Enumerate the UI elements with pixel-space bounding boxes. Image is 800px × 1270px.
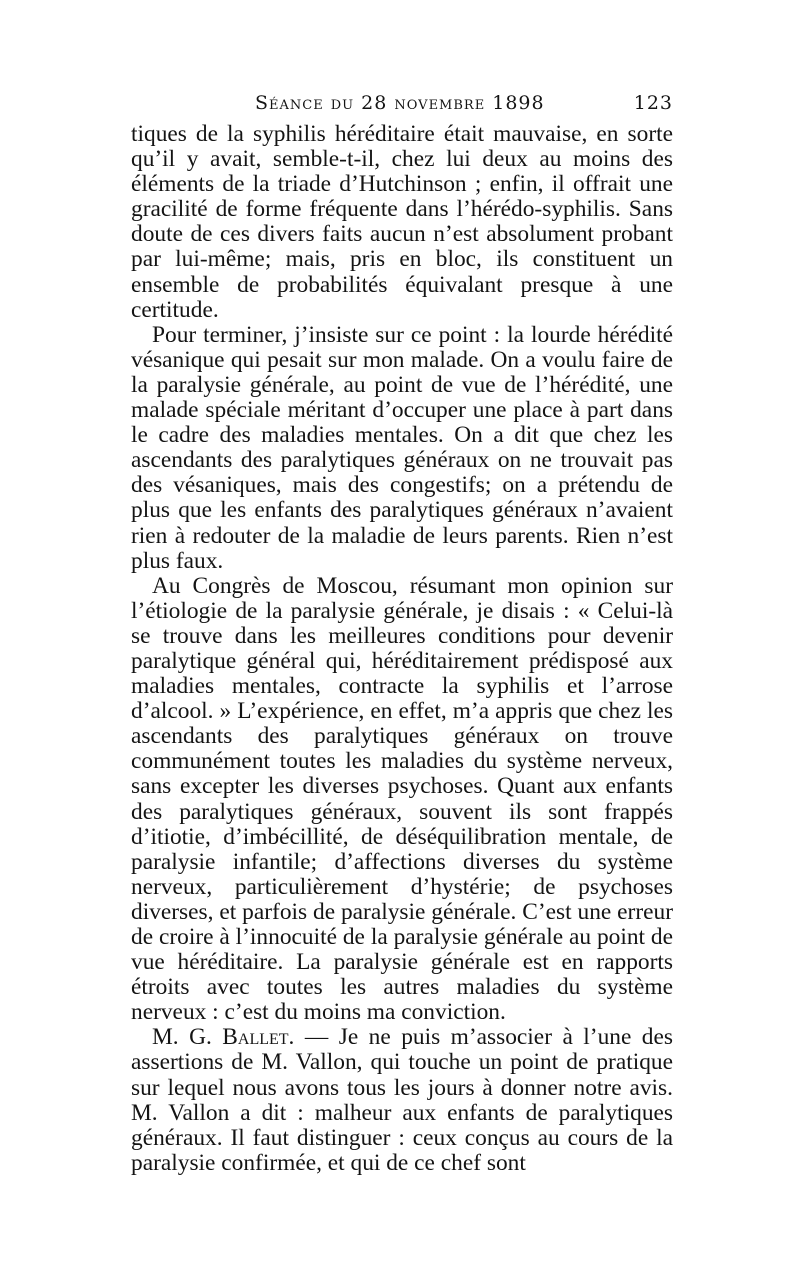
book-page (131, 88, 673, 1176)
body-text (131, 122, 673, 1176)
paragraph-4 (131, 1025, 673, 1176)
paragraph-3: Au Congrès de Moscou, résumant mon opinion sur l’étiologie de la paralysie générale, je disais : « Celui-là se trouve dans les meilleures conditions pour devenir paralytique général qui, héréditairement prédisposé aux maladies mentales, contracte la syphilis et l’arrose d’alcool. » L’expérience, en effet, m’a appris que chez les ascendants des paralytiques généraux on trouve communément toutes les maladies du système nerveux, sans excepter les diverses psychoses. Quant aux enfants des paralytiques généraux, souvent ils sont frappés d’itiotie, d’imbécillité, de déséquilibration mentale, de paralysie infantile; d’affections diverses du système nerveux, particulièrement d’hystérie; de psychoses diverses, et parfois de paralysie générale. C’est une erreur de croire à l’innocuité de la paralysie générale au point de vue héréditaire. La paralysie générale est en rapports étroits avec toutes les autres maladies du système nerveux : c’est du moins ma conviction. (131, 572, 673, 1026)
paragraph-2: Pour terminer, j’insiste sur ce point : la lourde hérédité vésanique qui pesait sur mon malade. On a voulu faire de la paralysie générale, au point de vue de l’hérédité, une malade spéciale méritant d’occuper une place à part dans le cadre des maladies mentales. On a dit que chez les ascendants des paralytiques généraux on ne trouvait pas des vésaniques, mais des congestifs; on a prétendu de plus que les enfants des paralytiques généraux n’avaient rien à redouter de la maladie de leurs parents. Rien n’est plus faux. (131, 321, 673, 574)
page-header (131, 88, 673, 122)
speaker-name: M. G. Ballet. (152, 1024, 295, 1051)
paragraph-1: tiques de la syphilis héréditaire était mauvaise, en sorte qu’il y avait, semble-t-il, chez lui deux au moins des éléments de la triade d’Hutchinson ; enfin, il offrait une gracilité de forme fréquente dans l’hérédo-syphilis. Sans doute de ces divers faits aucun n’est absolument probant par lui-même; mais, pris en bloc, ils constituent un ensemble de probabilités équivalant presque à une certitude. (131, 121, 673, 323)
running-title: Séance du 28 novembre 1898 (255, 92, 545, 114)
paragraph-4-text: — Je ne puis m’associer à l’une des assertions de M. Vallon, qui touche un point de pratique sur lequel nous avons tous les jours à donner notre avis. M. Vallon a dit : malheur aux enfants de paralytiques généraux. Il faut distinguer : ceux conçus au cours de la paralysie confirmée, et qui de ce chef sont (131, 1024, 673, 1176)
page-number: 123 (633, 92, 673, 114)
